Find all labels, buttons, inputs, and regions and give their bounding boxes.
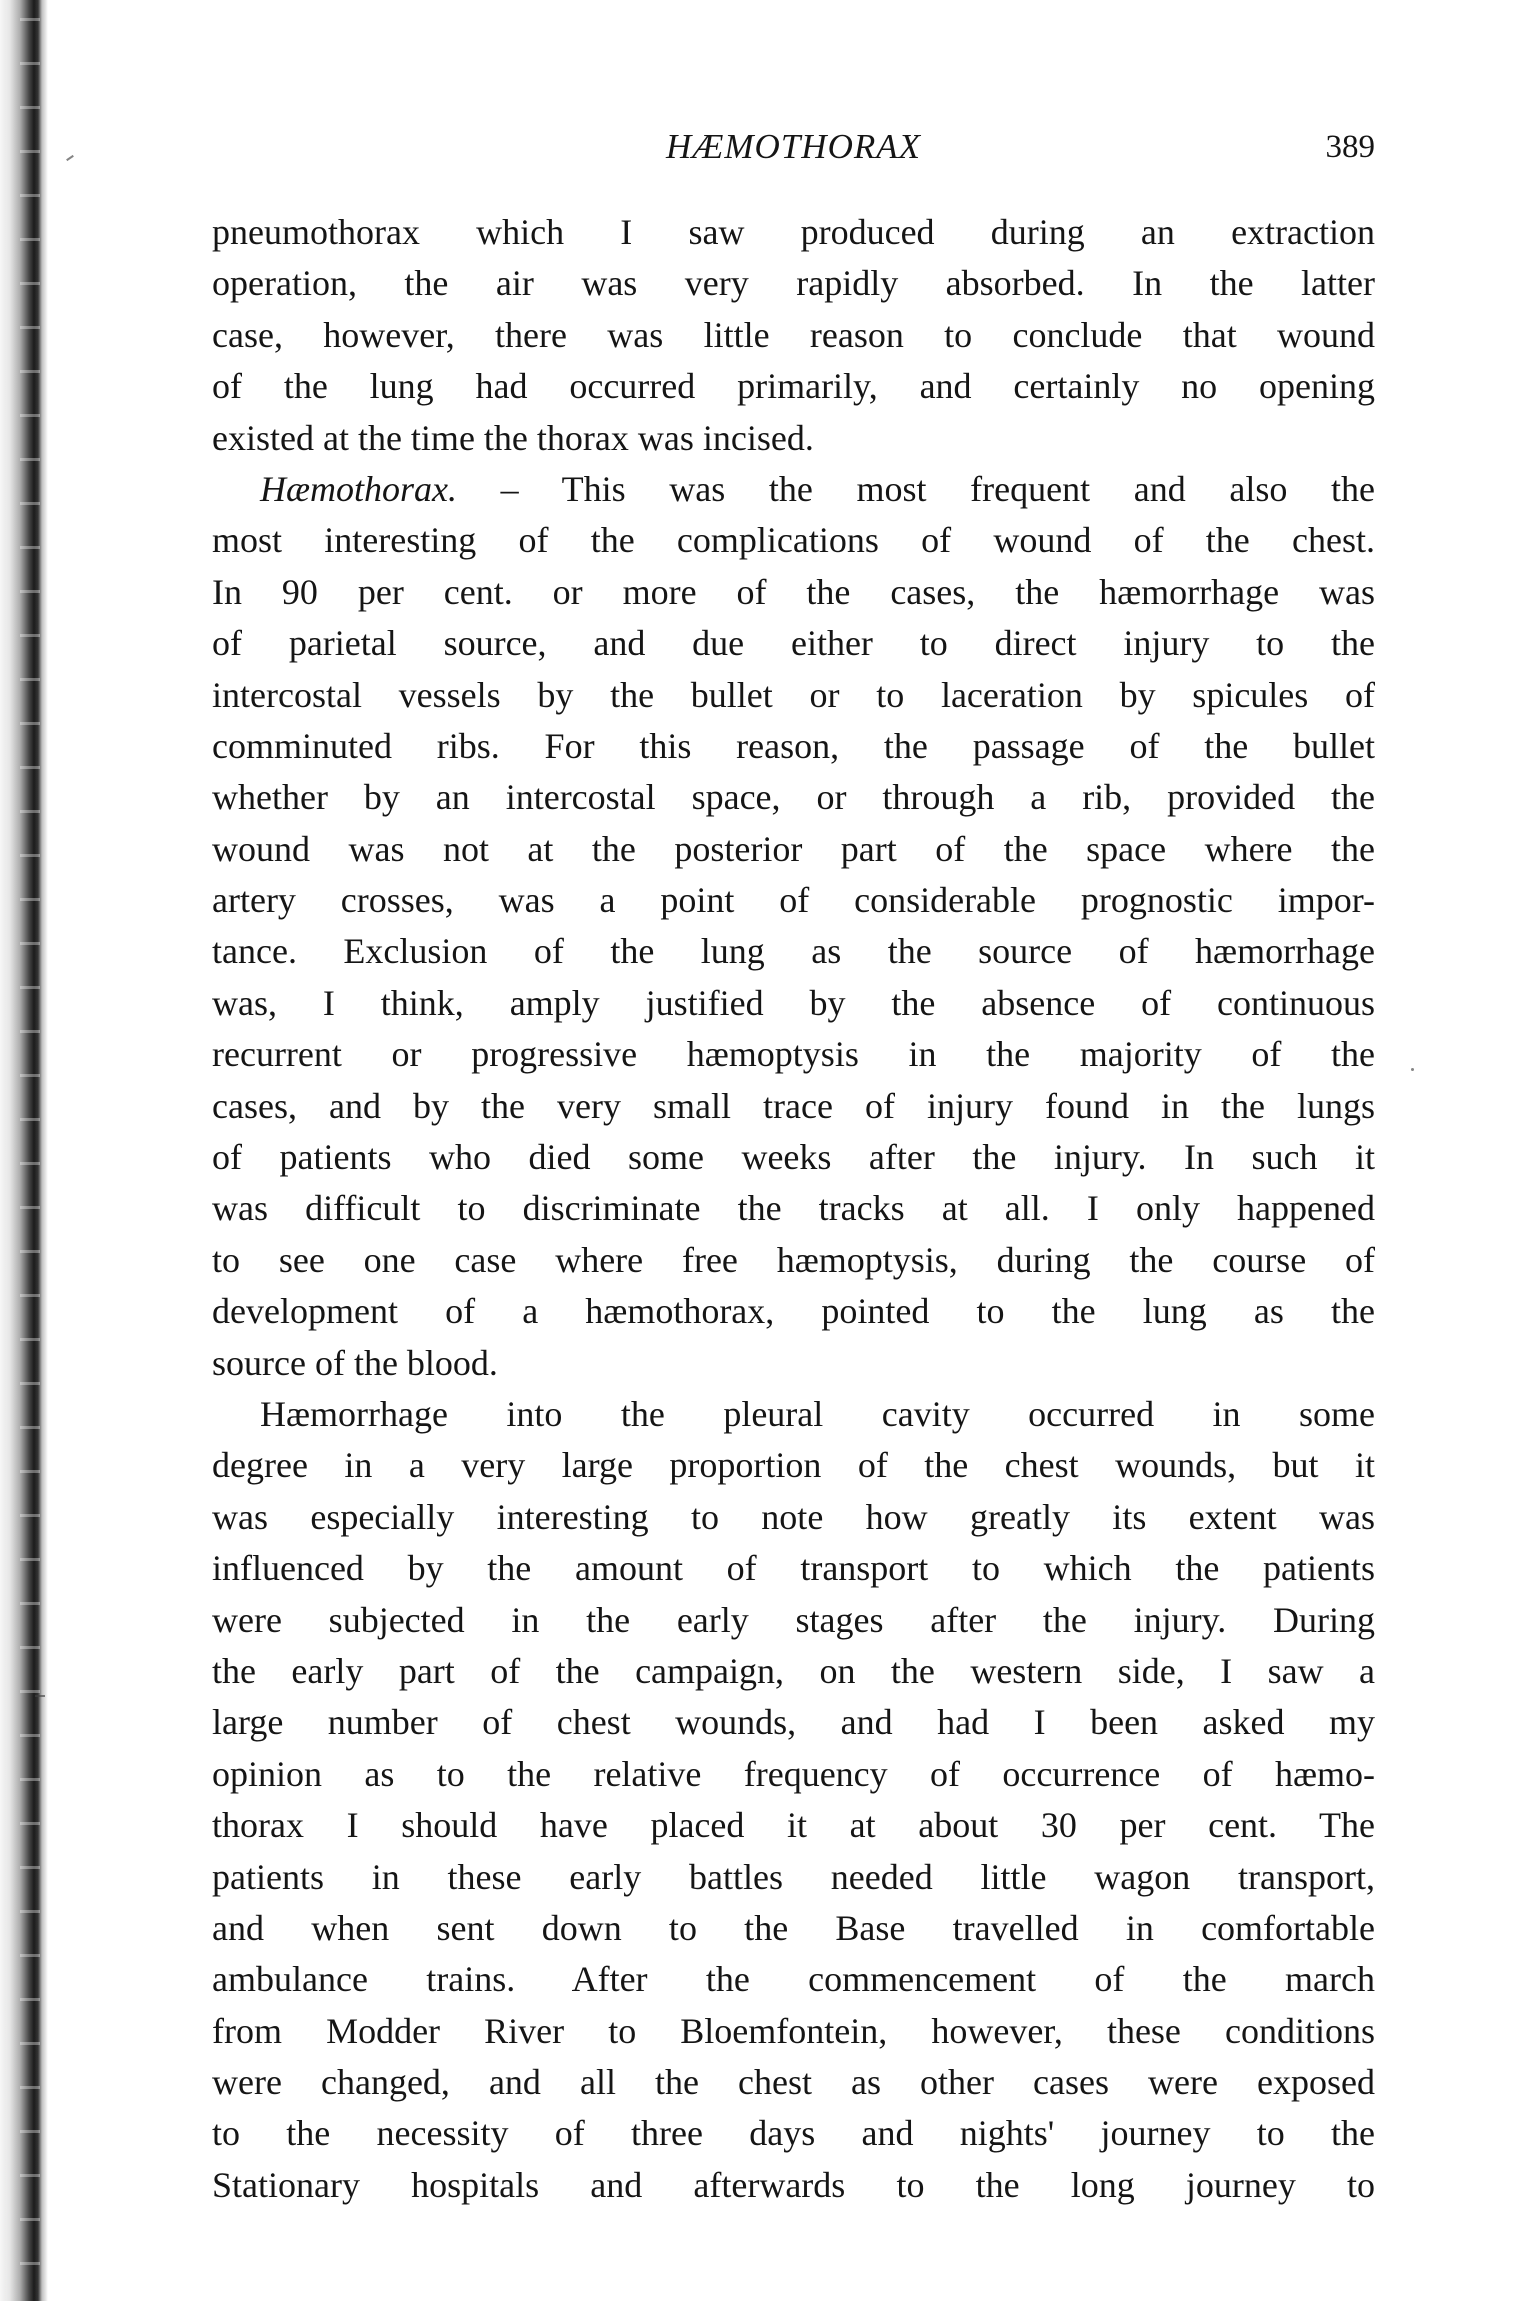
text-line: operation, the air was very rapidly absorbed. In the latter	[212, 263, 1375, 304]
text-line: were changed, and all the chest as other cases were exposed	[212, 2062, 1375, 2103]
text-line: source of the blood.	[212, 1342, 498, 1383]
text-line: pneumothorax which I saw produced during an extraction	[212, 212, 1375, 252]
text-line: and when sent down to the Base travelled in comfortable	[212, 1907, 1375, 1948]
text-line: In 90 per cent. or more of the cases, the hæmorrhage was	[212, 571, 1375, 612]
text-line: were subjected in the early stages after the injury. During	[212, 1599, 1375, 1640]
text-line: to the necessity of three days and nights' journey to the	[212, 2113, 1375, 2154]
text-line: most interesting of the complications of wound of the chest.	[212, 520, 1375, 561]
text-line: wound was not at the posterior part of the space where the	[212, 828, 1375, 869]
running-head	[212, 126, 1375, 168]
text-line: whether by an intercostal space, or through a rib, provided the	[212, 777, 1375, 818]
text-line: influenced by the amount of transport to which the patients	[212, 1548, 1375, 1589]
text-line: tance. Exclusion of the lung as the source of hæmorrhage	[212, 931, 1375, 972]
text-line: ambulance trains. After the commencement of the march	[212, 1959, 1375, 2000]
text-line: existed at the time the thorax was incised.	[212, 417, 814, 458]
text-line: of parietal source, and due either to direct injury to the	[212, 623, 1375, 664]
text-line: recurrent or progressive hæmoptysis in the majority of the	[212, 1034, 1375, 1075]
text-line: was, I think, amply justified by the absence of continuous	[212, 982, 1375, 1023]
page-number: 389	[1325, 129, 1375, 165]
text-line: cases, and by the very small trace of injury found in the lungs	[212, 1085, 1375, 1126]
text-line: development of a hæmothorax, pointed to the lung as the	[212, 1291, 1375, 1332]
body-text	[212, 207, 1375, 2211]
text-line: artery crosses, was a point of considerable prognostic impor-	[212, 880, 1375, 921]
text-line: the early part of the campaign, on the western side, I saw a	[212, 1650, 1375, 1691]
text-line: from Modder River to Bloemfontein, however, these conditions	[212, 2010, 1375, 2051]
text-line: of the lung had occurred primarily, and certainly no opening	[212, 366, 1375, 407]
paragraph-start: Hæmorrhage into the pleural cavity occurred in some	[260, 1393, 1375, 1434]
running-head-title: HÆMOTHORAX	[666, 127, 921, 166]
text-line: to see one case where free hæmoptysis, during the course of	[212, 1239, 1375, 1280]
text-line: Stationary hospitals and afterwards to the long journey to	[212, 2164, 1375, 2205]
text-line: intercostal vessels by the bullet or to laceration by spicules of	[212, 674, 1375, 715]
section-line-haemothorax	[212, 464, 1375, 515]
text-line: patients in these early battles needed little wagon transport,	[212, 1856, 1375, 1897]
text-line: of patients who died some weeks after the injury. In such it	[212, 1137, 1375, 1178]
text-line: was especially interesting to note how greatly its extent was	[212, 1496, 1375, 1537]
text-line: case, however, there was little reason to conclude that wound	[212, 314, 1375, 355]
text-line: opinion as to the relative frequency of occurrence of hæmo-	[212, 1753, 1375, 1794]
scan-margin-mark	[66, 155, 74, 161]
text-line: large number of chest wounds, and had I been asked my	[212, 1702, 1375, 1743]
scan-margin-mark	[1411, 1068, 1414, 1071]
section-heading-haemothorax: Hæmothorax.	[260, 468, 457, 509]
text-line: was difficult to discriminate the tracks at all. I only happened	[212, 1188, 1375, 1229]
scanned-page-edge	[0, 0, 48, 2301]
text-line: degree in a very large proportion of the chest wounds, but it	[212, 1445, 1375, 1486]
text-line: comminuted ribs. For this reason, the passage of the bullet	[212, 725, 1375, 766]
scan-margin-mark	[35, 1695, 45, 1697]
text-line: thorax I should have placed it at about 30 per cent. The	[212, 1805, 1375, 1846]
section-heading-continuation: – This was the most frequent and also the	[457, 468, 1375, 509]
